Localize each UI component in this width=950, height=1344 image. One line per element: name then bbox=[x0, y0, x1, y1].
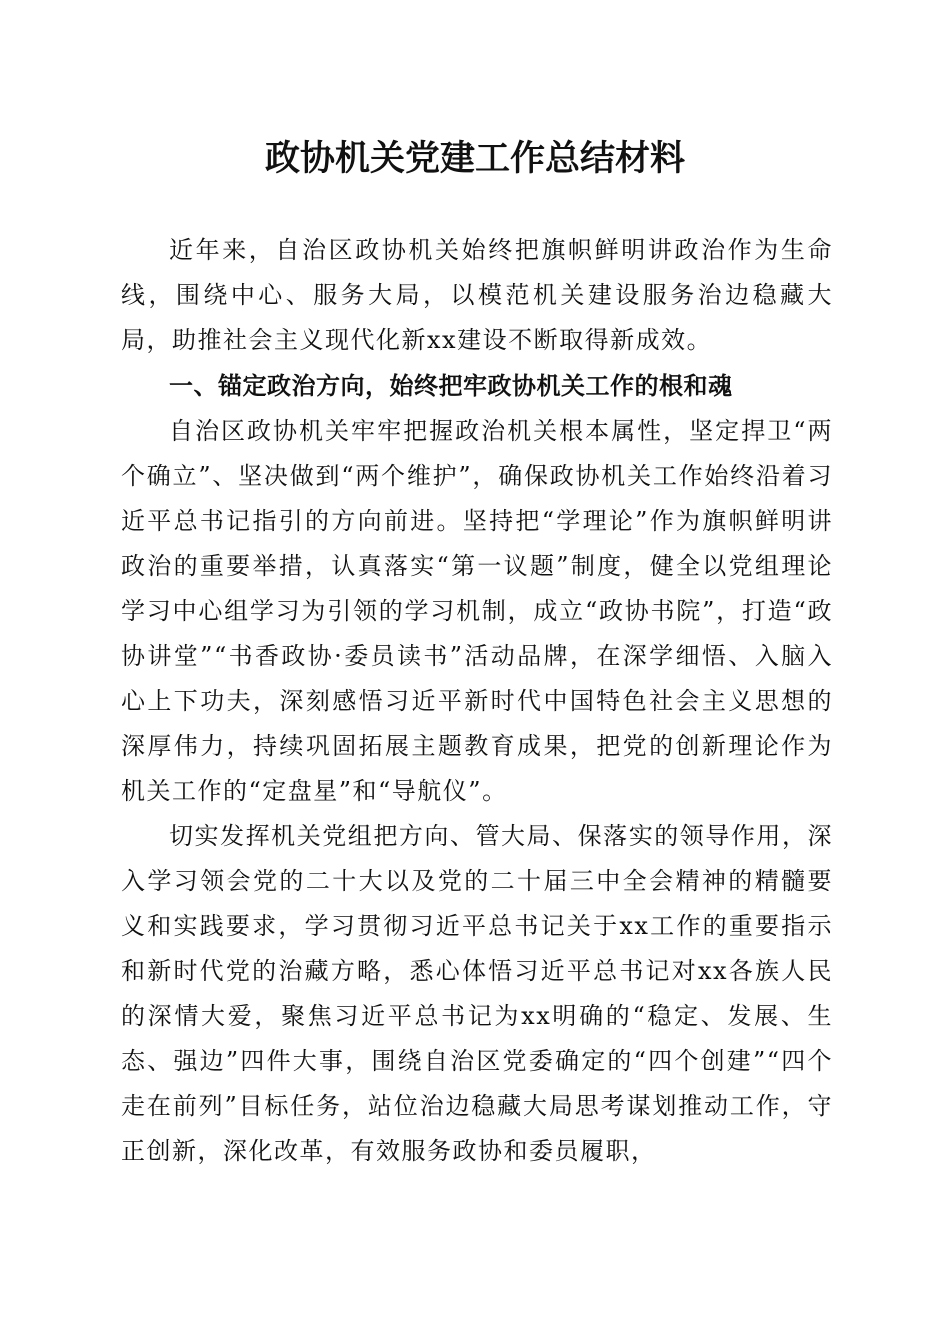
document-title: 政协机关党建工作总结材料 bbox=[264, 138, 685, 179]
body-paragraph: 自治区政协机关牢牢把握政治机关根本属性，坚定捍卫“两个确立”、坚决做到“两个维护”，确保政协机关工作始终沿着习近平总书记指引的方向前进。坚持把“学理论”作为旗帜鲜明讲政治的重要举措，认真落实“第一议题”制度，健全以党组理论学习中心组学习为引领的学习机制，成立“政协书院”，打造“政协讲堂”“书香政协·委员读书”活动品牌，在深学细悟、入脑入心上下功夫，深刻感悟习近平新时代中国特色社会主义思想的深厚伟力，持续巩固拓展主题教育成果，把党的创新理论作为机关工作的“定盘星”和“导航仪”。 bbox=[121, 417, 833, 805]
section-heading-1: 一、锚定政治方向，始终把牢政协机关工作的根和魂 bbox=[169, 372, 733, 400]
document-body bbox=[121, 228, 833, 1174]
intro-paragraph: 近年来，自治区政协机关始终把旗帜鲜明讲政治作为生命线，围绕中心、服务大局，以模范机关建设服务治边稳藏大局，助推社会主义现代化新xx建设不断取得新成效。 bbox=[121, 236, 833, 354]
body-paragraph: 切实发挥机关党组把方向、管大局、保落实的领导作用，深入学习领会党的二十大以及党的二十届三中全会精神的精髓要义和实践要求，学习贯彻习近平总书记关于xx工作的重要指示和新时代党的治藏方略，悉心体悟习近平总书记对xx各族人民的深情大爱，聚焦习近平总书记为xx明确的“稳定、发展、生态、强边”四件大事，围绕自治区党委确定的“四个创建”“四个走在前列”目标任务，站位治边稳藏大局思考谋划推动工作，守正创新，深化改革，有效服务政协和委员履职， bbox=[121, 822, 833, 1165]
